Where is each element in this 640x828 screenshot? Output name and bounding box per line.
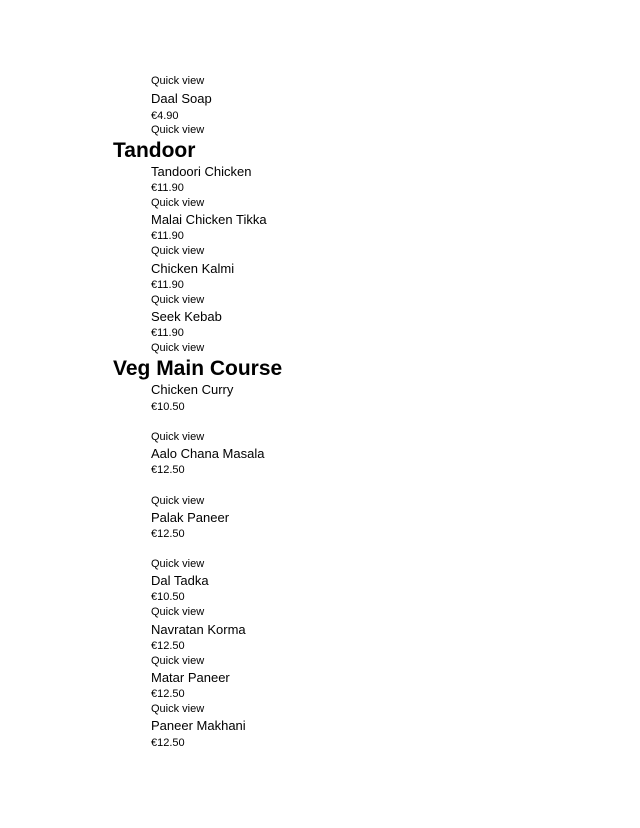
- menu-item-price: €12.50: [151, 640, 185, 652]
- menu-item-price: €11.90: [151, 230, 184, 242]
- category-heading-veg-main-course: Veg Main Course: [113, 357, 283, 380]
- quick-view-link[interactable]: Quick view: [151, 75, 205, 87]
- menu-item-name[interactable]: Chicken Kalmi: [151, 261, 235, 276]
- menu-item-price: €11.90: [151, 327, 184, 339]
- quick-view-link[interactable]: Quick view: [151, 655, 205, 667]
- quick-view-link[interactable]: Quick view: [151, 495, 205, 507]
- quick-view-link[interactable]: Quick view: [151, 703, 205, 715]
- menu-item-price: €4.90: [151, 110, 179, 122]
- menu-item-name[interactable]: Tandoori Chicken: [151, 164, 252, 179]
- menu-item-name[interactable]: Paneer Makhani: [151, 718, 246, 733]
- menu-item-price: €12.50: [151, 464, 185, 476]
- menu-item-name[interactable]: Aalo Chana Masala: [151, 446, 265, 461]
- quick-view-link[interactable]: Quick view: [151, 124, 205, 136]
- menu-item-price: €11.90: [151, 182, 184, 194]
- menu-item-name[interactable]: Malai Chicken Tikka: [151, 212, 267, 227]
- menu-item-name[interactable]: Daal Soap: [151, 91, 212, 106]
- menu-item-price: €12.50: [151, 737, 185, 749]
- menu-item-price: €10.50: [151, 591, 185, 603]
- quick-view-link[interactable]: Quick view: [151, 294, 205, 306]
- quick-view-link[interactable]: Quick view: [151, 431, 205, 443]
- menu-item-name[interactable]: Palak Paneer: [151, 510, 230, 525]
- quick-view-link[interactable]: Quick view: [151, 606, 205, 618]
- category-heading-tandoor: Tandoor: [113, 139, 196, 162]
- menu-item-name[interactable]: Matar Paneer: [151, 670, 230, 685]
- menu-item-name[interactable]: Seek Kebab: [151, 309, 222, 324]
- quick-view-link[interactable]: Quick view: [151, 245, 205, 257]
- menu-item-name[interactable]: Chicken Curry: [151, 382, 234, 397]
- menu-item-name[interactable]: Navratan Korma: [151, 622, 246, 637]
- quick-view-link[interactable]: Quick view: [151, 558, 205, 570]
- menu-item-price: €10.50: [151, 401, 185, 413]
- menu-item-name[interactable]: Dal Tadka: [151, 573, 209, 588]
- quick-view-link[interactable]: Quick view: [151, 342, 205, 354]
- quick-view-link[interactable]: Quick view: [151, 197, 205, 209]
- menu-item-price: €12.50: [151, 528, 185, 540]
- menu-item-price: €12.50: [151, 688, 185, 700]
- menu-item-price: €11.90: [151, 279, 184, 291]
